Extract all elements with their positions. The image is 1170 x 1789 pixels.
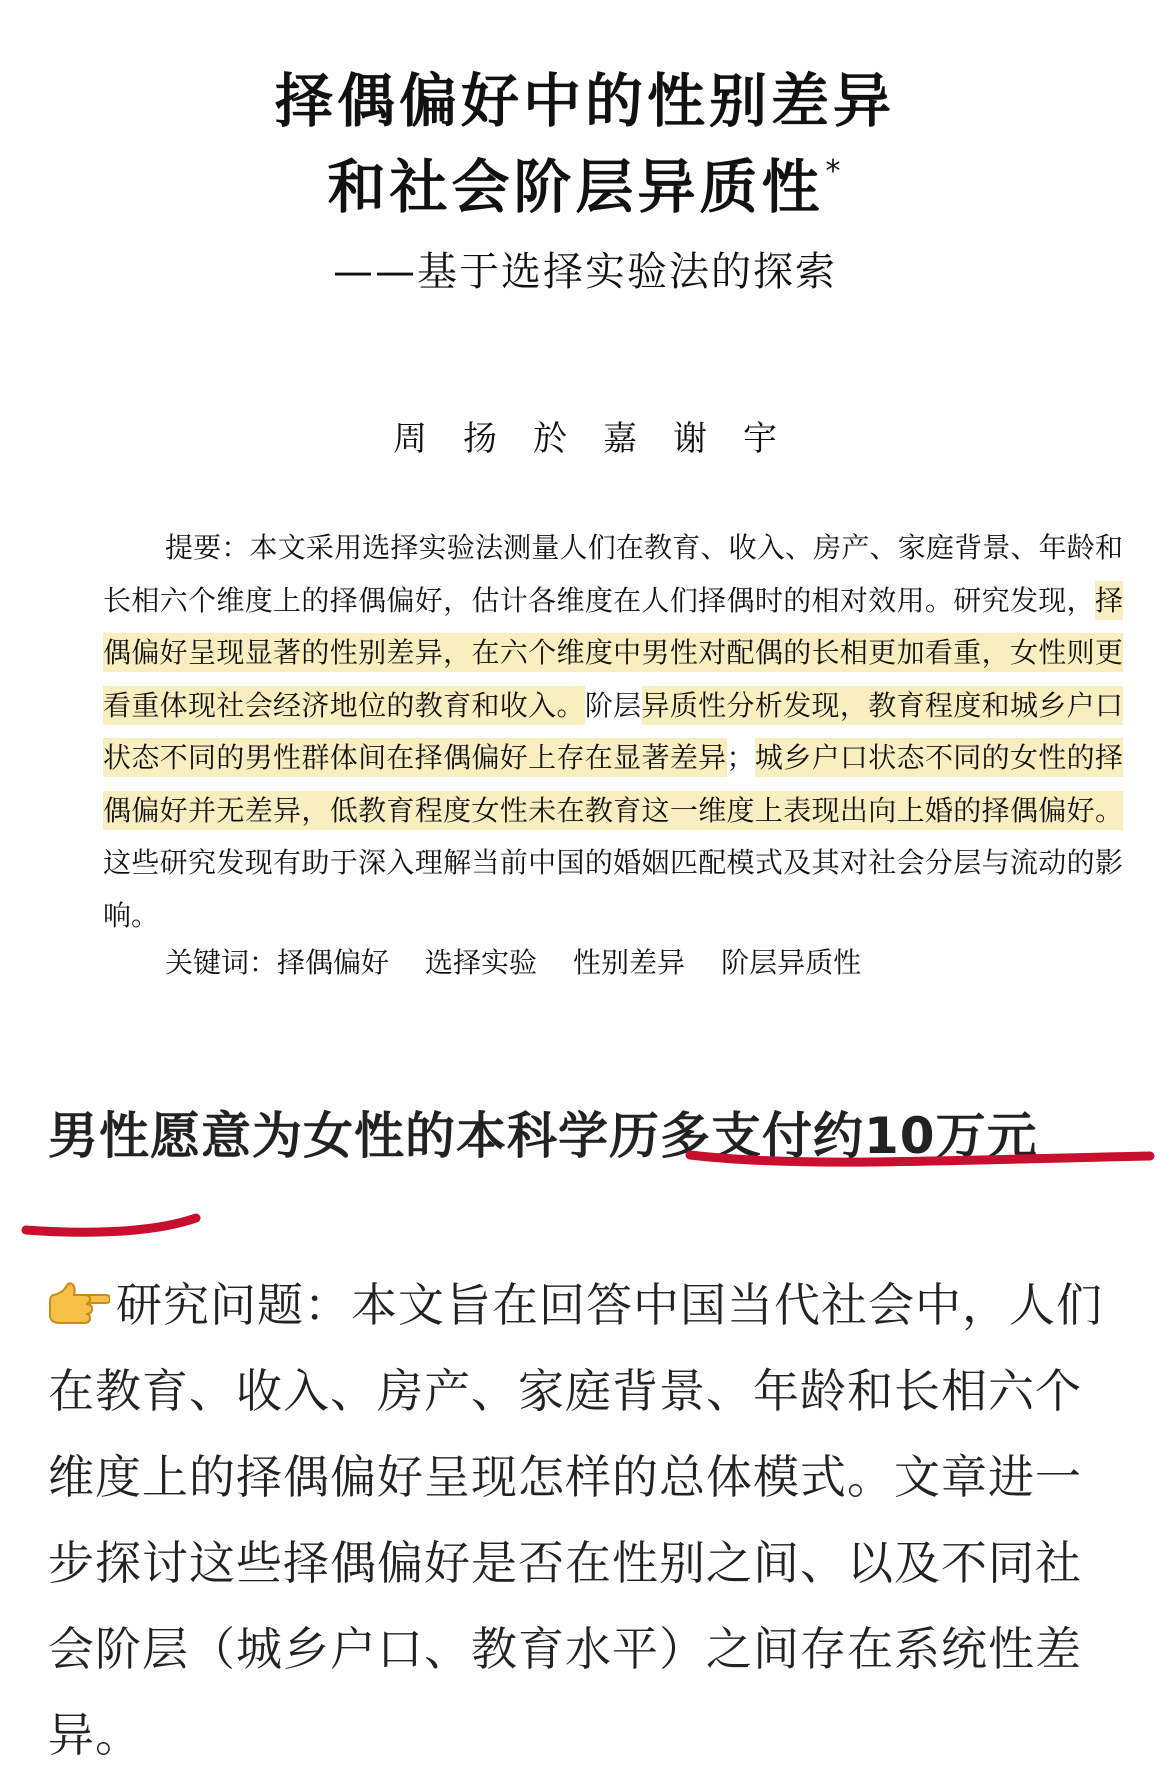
paper-subtitle: ——基于选择实验法的探索 — [333, 249, 837, 295]
footnote-mark: * — [825, 153, 845, 189]
keyword-item: 择偶偏好 — [277, 946, 390, 979]
abstract-text-3: ； — [726, 741, 755, 774]
research-question-text: 研究问题：本文旨在回答中国当代社会中，人们在教育、收入、房产、家庭背景、年龄和长相六个维度上的择偶偏好呈现怎样的总体模式。文章进一步探讨这些择偶偏好是否在性别之间、以及不同社会阶层（城乡户口、教育水平）之间存在系统性差异。 — [48, 1278, 1103, 1762]
paper-authors: 周扬於嘉谢宇 — [393, 419, 813, 459]
keyword-item: 选择实验 — [425, 946, 538, 979]
post-claim-heading: 男性愿意为女性的本科学历多支付约10万元 — [48, 1107, 1038, 1165]
paper-title-line1 — [0, 67, 1170, 135]
keyword-item: 阶层异质性 — [721, 946, 862, 979]
paper-title-text-1: 择偶偏好中的性别差异 — [274, 67, 895, 135]
abstract-highlight-1: 择偶偏好呈现显著的性别差异，在六个维度中男性对配偶的长相更加看重，女性则更看重体现社会经济地位的教育和收入。 — [103, 581, 1123, 725]
abstract-text-2: 阶层 — [584, 688, 642, 722]
paper-title-line2 — [0, 153, 1170, 221]
abstract-text-4: 这些研究发现有助于深入理解当前中国的婚姻匹配模式及其对社会分层与流动的影响。 — [103, 846, 1123, 932]
keyword-item: 性别差异 — [573, 946, 686, 979]
abstract — [103, 522, 1123, 942]
keywords — [165, 946, 897, 979]
abstract-paragraph — [103, 522, 1123, 942]
abstract-highlight-3: 城乡户口状态不同的女性的择偶偏好并无差异，低教育程度女性未在教育这一维度上表现出向上婚的择偶偏好。 — [103, 738, 1123, 830]
paper-title-text-2: 和社会阶层异质性 — [327, 153, 824, 221]
abstract-text-1: 提要：本文采用选择实验法测量人们在教育、收入、房产、家庭背景、年龄和长相六个维度上的择偶偏好，估计各维度在人们择偶时的相对效用。研究发现， — [103, 531, 1123, 617]
keywords-label: 关键词： — [165, 946, 278, 979]
red-underline-stroke-2 — [26, 1218, 196, 1232]
research-question — [48, 1262, 1128, 1778]
abstract-highlight-2: 异质性分析发现，教育程度和城乡户口状态不同的男性群体间在择偶偏好上存在显著差异 — [103, 686, 1123, 778]
pointing-hand-icon — [48, 1281, 110, 1325]
